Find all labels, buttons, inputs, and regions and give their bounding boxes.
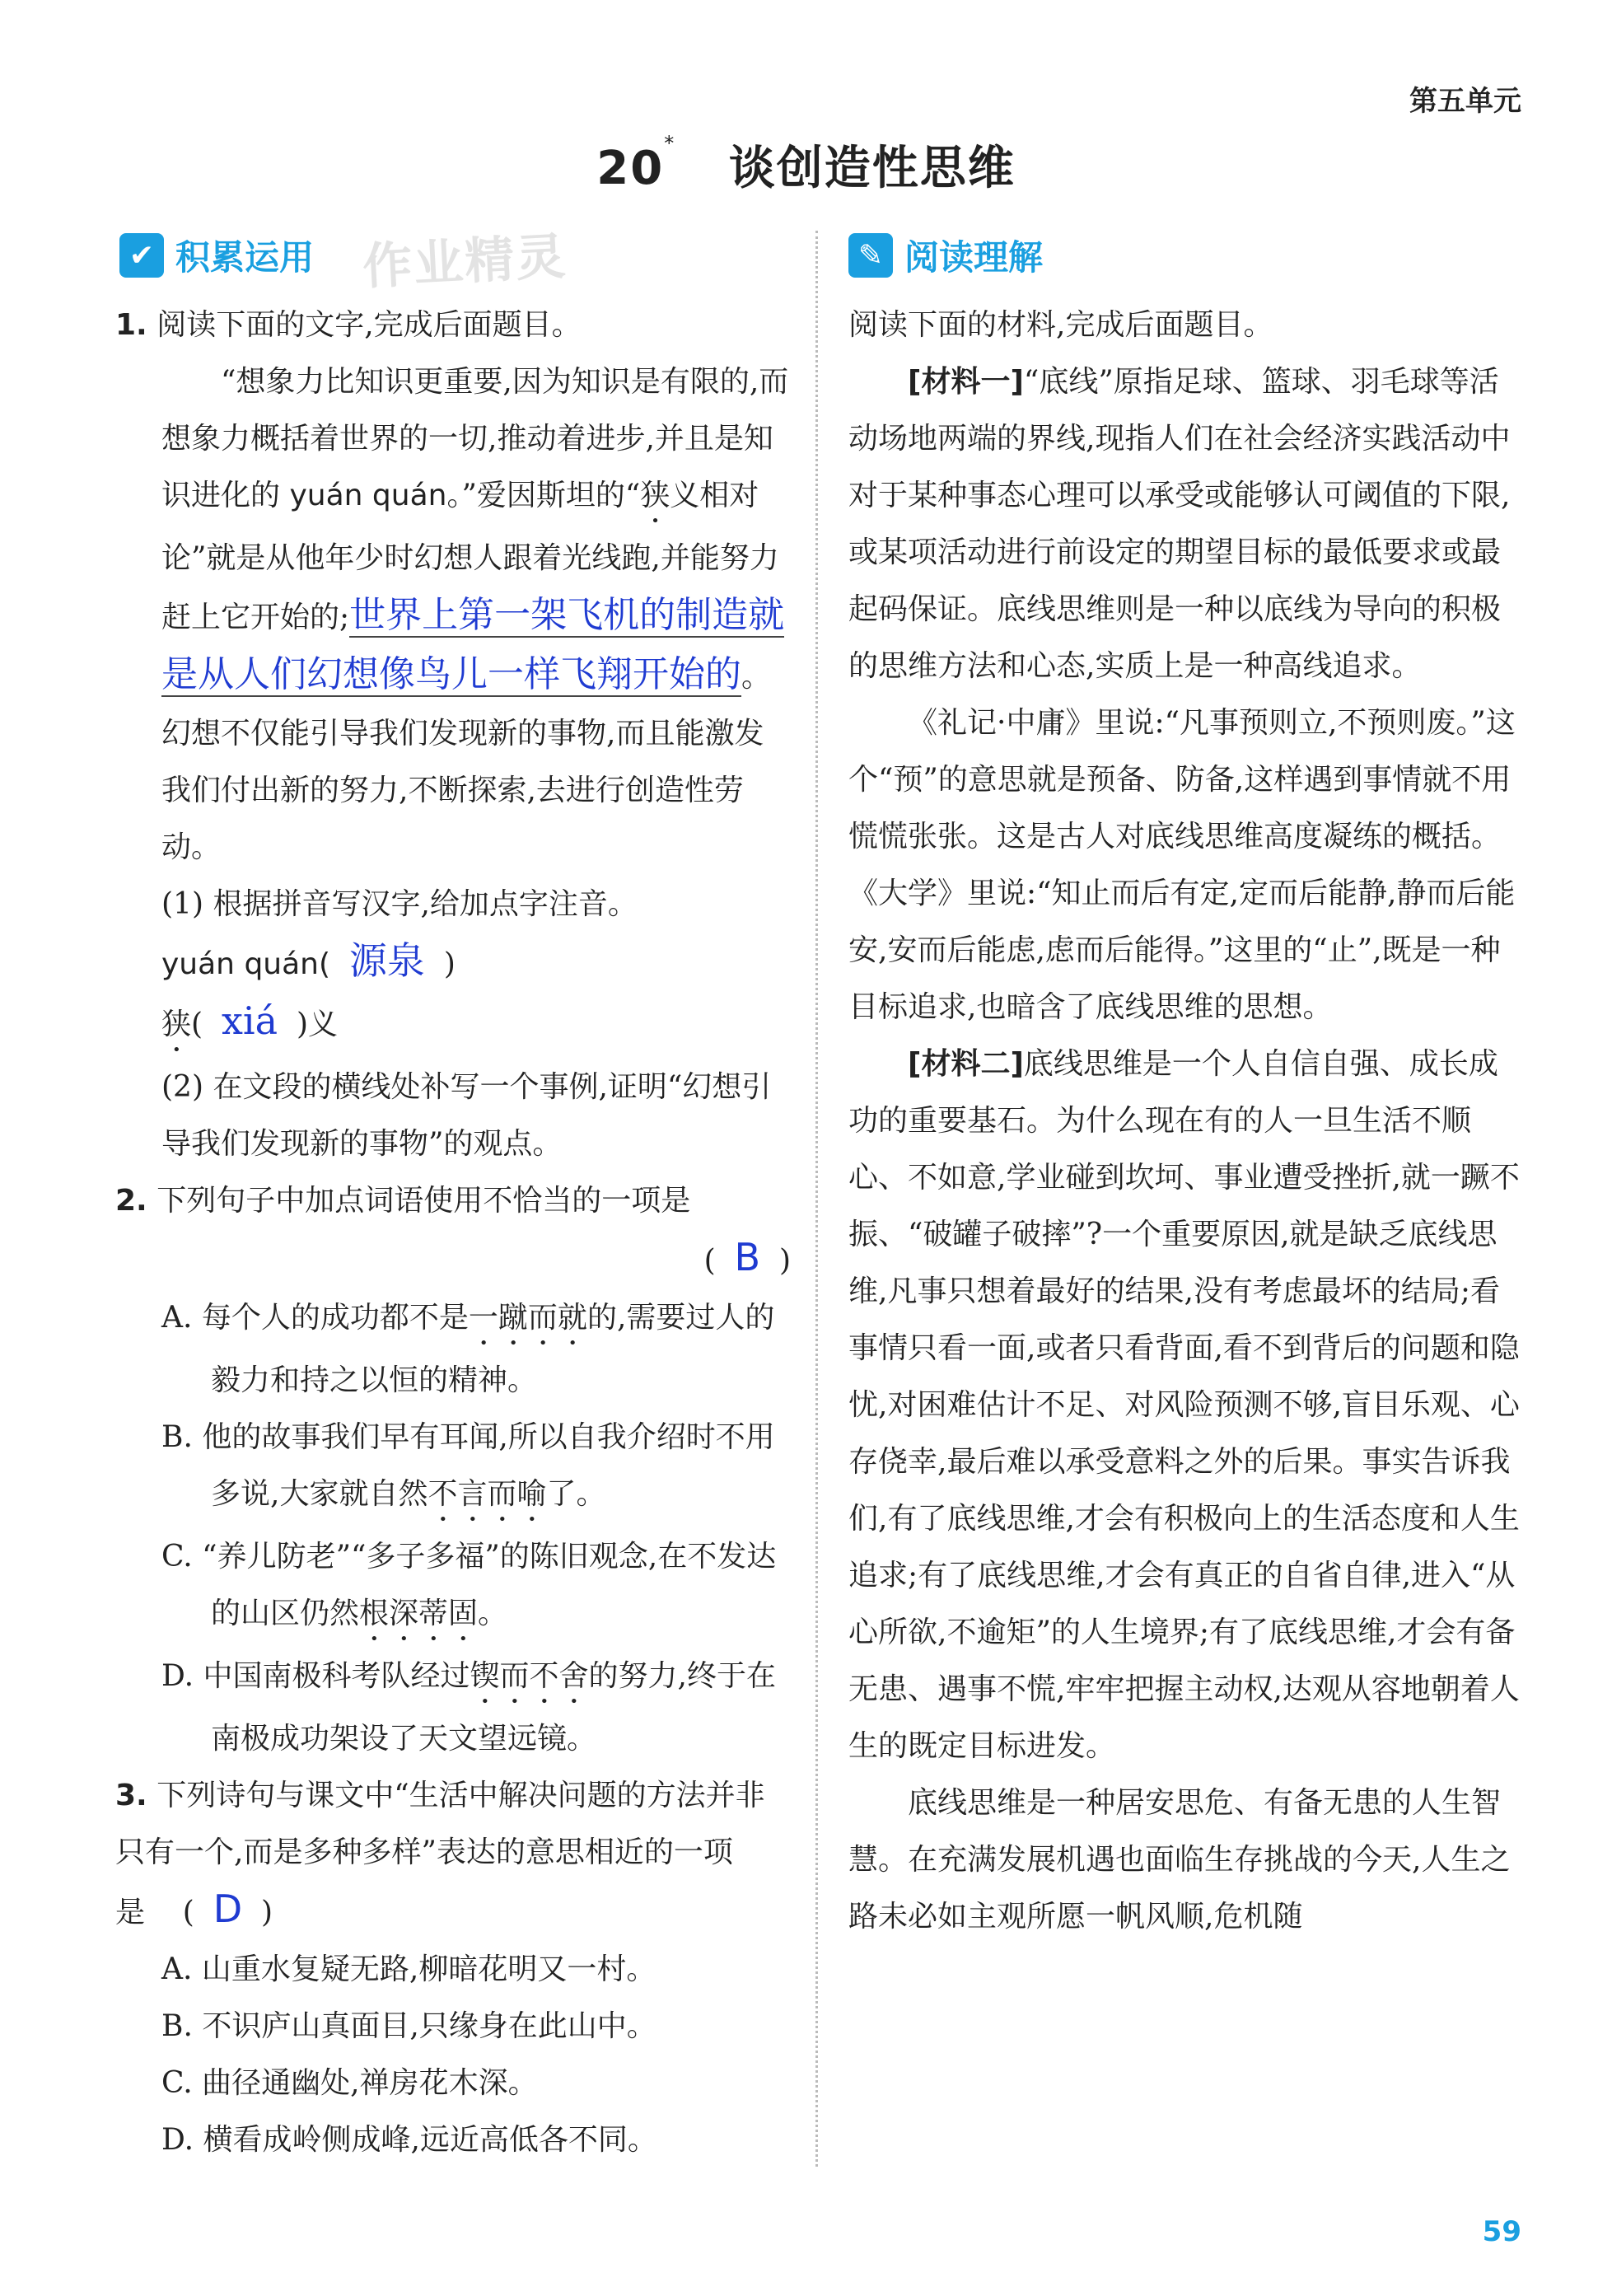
pencil-icon: ✎ bbox=[848, 233, 893, 278]
material-2-label: [材料二] bbox=[908, 1047, 1024, 1081]
material-1-text: “底线”原指足球、篮球、羽毛球等活动场地两端的界线,现指人们在社会经济实践活动中对于某种事态心理可以承受或能够认可阈值的下限,或某项活动进行前设定的期望目标的最低要求或最起码保证。底线思维则是一种以底线为导向的积极的思维方法和心态,实质上是一种高线追求。 bbox=[848, 365, 1511, 683]
q1-sub2: (2) 在文段的横线处补写一个事例,证明“幻想引导我们发现新的事物”的观点。 bbox=[161, 1070, 772, 1161]
lesson-title-text: 谈创造性思维 bbox=[728, 142, 1016, 195]
q2-bracket-close: ) bbox=[778, 1244, 791, 1278]
dotted-phrase: 根深蒂固 bbox=[359, 1597, 479, 1630]
option-text: 横看成岭侧成峰,远近高低各不同。 bbox=[203, 2123, 657, 2157]
q2-option-c bbox=[161, 1528, 791, 1648]
q1-para2: 幻想不仅能引导我们发现新的事物,而且能激发我们付出新的努力,不断探索,去进行创造性劳动。 bbox=[161, 717, 764, 864]
option-label: C. bbox=[161, 1540, 193, 1574]
answer-xia[interactable]: xiá bbox=[221, 998, 278, 1043]
option-text: 的,需要过人的毅力和持之以恒的精神。 bbox=[211, 1301, 775, 1397]
dotted-char: 狭 bbox=[640, 479, 670, 512]
q3-number: 3. bbox=[115, 1779, 147, 1812]
page-number: 59 bbox=[1482, 2215, 1521, 2248]
bracket-close: ) bbox=[443, 947, 456, 981]
q2-option-d bbox=[161, 1648, 791, 1767]
bracket-open: ( bbox=[191, 1008, 203, 1041]
q2-answer[interactable]: B bbox=[734, 1235, 761, 1279]
option-label: C. bbox=[161, 2066, 193, 2100]
q1-sub1-line1 bbox=[115, 933, 791, 993]
dotted-phrase: 一蹴而就 bbox=[468, 1301, 587, 1335]
section-title: 积累运用 bbox=[175, 237, 315, 278]
answer-yuanquan[interactable]: 源泉 bbox=[348, 938, 425, 983]
passage-text-b: 。”爱因斯坦的“ bbox=[446, 479, 641, 512]
option-text: 不识庐山真面目,只缘身在此山中。 bbox=[202, 2009, 656, 2043]
q3-option-d bbox=[161, 2111, 791, 2168]
pinyin-prompt: yuán quán( bbox=[161, 947, 331, 981]
q3-option-c bbox=[161, 2055, 791, 2111]
option-text: 山重水复疑无路,柳暗花明又一村。 bbox=[201, 1952, 656, 1986]
q1-intro-text: 阅读下面的文字,完成后面题目。 bbox=[157, 308, 582, 342]
q3-bracket-close: ) bbox=[261, 1896, 273, 1929]
section-header-reading bbox=[848, 231, 1043, 280]
checkmark-icon: ✔ bbox=[119, 233, 164, 278]
q2-number: 2. bbox=[115, 1184, 147, 1218]
option-label: A. bbox=[161, 1301, 193, 1335]
material-1-label: [材料一] bbox=[908, 365, 1024, 399]
option-label: D. bbox=[161, 1659, 194, 1693]
material-1-para-2: 《礼记·中庸》里说:“凡事预则立,不预则废。”这个“预”的意思就是预备、防备,这样遇到事情就不用慌慌张张。这是古人对底线思维高度凝练的概括。《大学》里说:“知止而后有定,定而后能静,静而后能安,安而后能虑,虑而后能得。”这里的“止”,既是一种目标追求,也暗含了底线思维的思想。 bbox=[848, 706, 1516, 1024]
passage-text-c: 义相对论”就是从他年少时幻想人跟着光线跑,并能努力赶上它开始的; bbox=[161, 479, 779, 634]
q3-bracket-open: ( bbox=[182, 1896, 194, 1929]
option-label: B. bbox=[161, 1420, 193, 1454]
watermark: 作业精灵 bbox=[361, 227, 568, 297]
option-text: 曲径通幽处,禅房花木深。 bbox=[202, 2066, 538, 2100]
passage-pinyin: yuán quán bbox=[289, 479, 447, 512]
q3-stem-text: 下列诗句与课文中“生活中解决问题的方法并非只有一个,而是多种多样”表达的意思相近的一项是 bbox=[115, 1779, 765, 1929]
q1-sub1: (1) 根据拼音写汉字,给加点字注音。 bbox=[161, 887, 638, 921]
q2-stem bbox=[115, 1172, 791, 1229]
material-2-para-1 bbox=[848, 1036, 1520, 1775]
option-label: A. bbox=[161, 1952, 193, 1986]
section-title-reading: 阅读理解 bbox=[904, 237, 1044, 278]
q3-answer[interactable]: D bbox=[213, 1887, 243, 1931]
dotted-char-xia: 狭 bbox=[161, 1008, 192, 1041]
unit-label: 第五单元 bbox=[1409, 85, 1521, 118]
q1-intro bbox=[115, 297, 791, 353]
q2-option-a bbox=[161, 1289, 791, 1409]
q1-sub1-line2 bbox=[115, 993, 791, 1059]
q1-number: 1. bbox=[115, 308, 147, 342]
option-text: 他的故事我们早有耳闻,所以自我介绍时不用多说,大家就自然 bbox=[202, 1420, 775, 1511]
option-text: “养儿防老”“多子多福”的陈旧观念,在不发达的山区仍然 bbox=[202, 1540, 777, 1630]
lesson-mark: * bbox=[664, 132, 676, 155]
bracket-close-yi: )义 bbox=[296, 1008, 338, 1041]
answer-fill-line[interactable]: 世界上第一架飞机的制造就是从人们幻想像鸟儿一样飞翔开始的 bbox=[161, 594, 785, 695]
passage-text-a: “想象力比知识更重要,因为知识是有限的,而想象力概括着世界的一切,推动着进步,并且是知识进化的 bbox=[161, 365, 789, 512]
q2-bracket-open: ( bbox=[703, 1244, 716, 1278]
option-text: 了。 bbox=[546, 1477, 606, 1511]
dotted-phrase: 不言而喻 bbox=[428, 1477, 547, 1511]
reading-intro: 阅读下面的材料,完成后面题目。 bbox=[848, 308, 1273, 342]
material-2-para-2: 底线思维是一种居安思危、有备无患的人生智慧。在充满发展机遇也面临生存挑战的今天,人生之路未必如主观所愿一帆风顺,危机随 bbox=[848, 1786, 1511, 1934]
section-header-accumulate bbox=[119, 231, 314, 280]
option-text: 。 bbox=[478, 1597, 508, 1630]
q1-passage bbox=[115, 353, 791, 705]
q3-stem bbox=[115, 1767, 791, 1941]
left-column bbox=[115, 297, 791, 2168]
q2-stem-text: 下列句子中加点词语使用不恰当的一项是 bbox=[157, 1184, 691, 1218]
option-label: B. bbox=[161, 2009, 193, 2043]
lesson-title bbox=[0, 132, 1612, 198]
dotted-phrase: 锲而不舍 bbox=[470, 1659, 589, 1693]
option-text: 每个人的成功都不是 bbox=[201, 1301, 469, 1335]
lesson-number: 20 bbox=[596, 142, 665, 195]
passage-end: 。 bbox=[741, 660, 772, 694]
column-divider bbox=[815, 231, 818, 2167]
q3-option-a bbox=[161, 1941, 791, 1998]
option-text: 中国南极科考队经过 bbox=[203, 1659, 470, 1693]
material-2-text: 底线思维是一个人自信自强、成长成功的重要基石。为什么现在有的人一旦生活不顺心、不如意,学业碰到坎坷、事业遭受挫折,就一蹶不振、“破罐子破摔”?一个重要原因,就是缺乏底线思维,凡事只想着最好的结果,没有考虑最坏的结局;看事情只看一面,或者只看背面,看不到背后的问题和隐忧,对困难估计不足、对风险预测不够,盲目乐观、心存侥幸,最后难以承受意料之外的后果。事实告诉我们,有了底线思维,才会有积极向上的生活态度和人生追求;有了底线思维,才会有真正的自省自律,进入“从心所欲,不逾矩”的人生境界;有了底线思维,才会有备无患、遇事不慌,牢牢把握主动权,达观从容地朝着人生的既定目标进发。 bbox=[848, 1047, 1520, 1763]
material-1-para-1 bbox=[848, 353, 1520, 694]
q2-option-b bbox=[161, 1409, 791, 1528]
q2-answer-row bbox=[115, 1229, 791, 1289]
q3-option-b bbox=[161, 1998, 791, 2055]
option-text: 的努力,终于在南极成功架设了天文望远镜。 bbox=[211, 1659, 776, 1756]
option-label: D. bbox=[161, 2123, 194, 2157]
right-column bbox=[848, 297, 1520, 1945]
